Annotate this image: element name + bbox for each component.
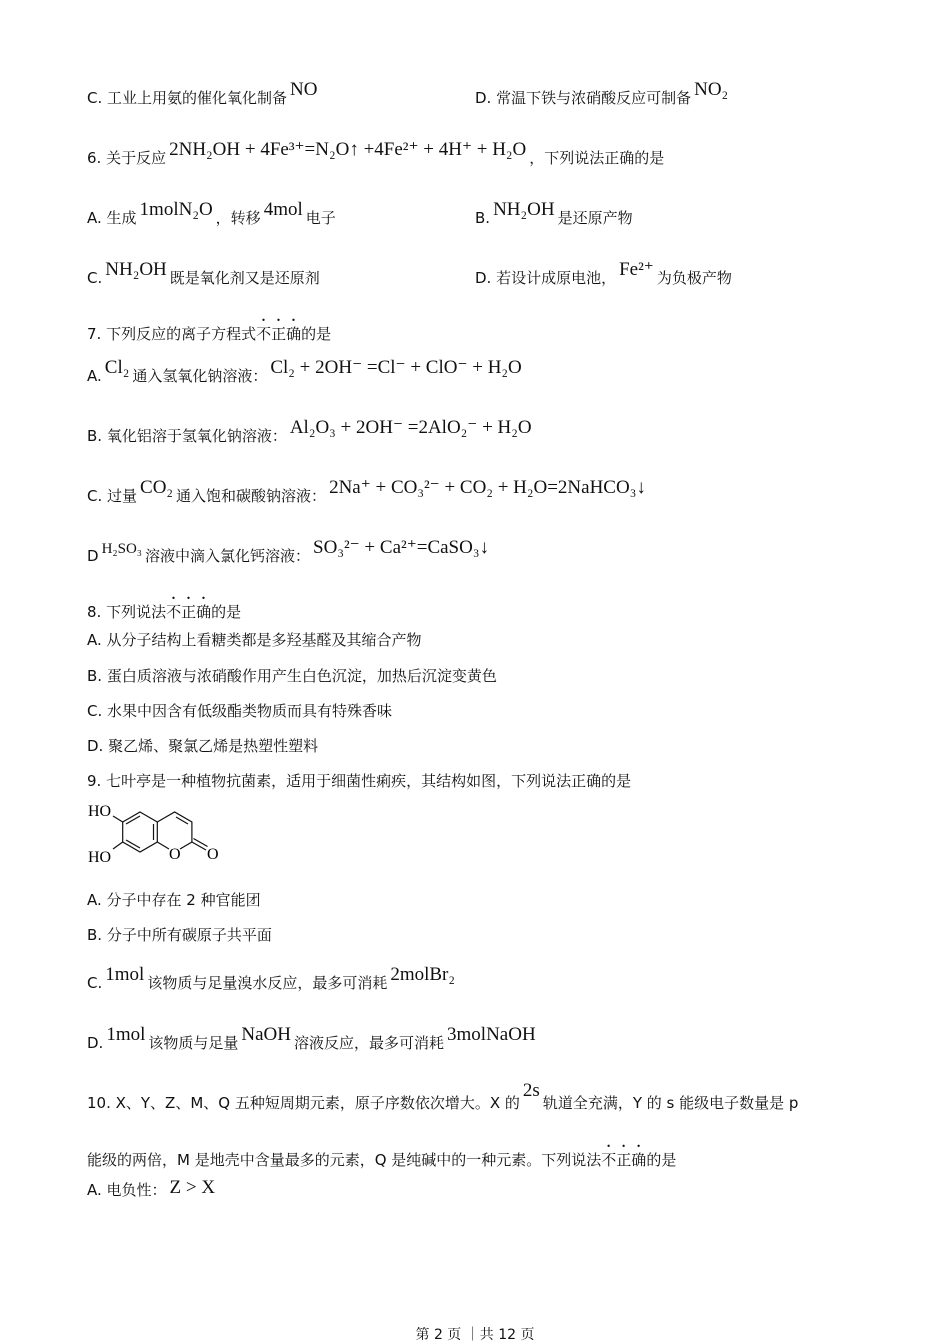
text: 7. 下列反应的离子方程式 [87,325,257,343]
formula: 3molNaOH [447,1024,536,1045]
text: A. [87,367,102,385]
text: 电子 [305,209,336,227]
text: 通入氢氧化钠溶液： [132,367,268,385]
q10-stem-line1 [87,1080,799,1113]
equation: Al₂O₃ + 2OH⁻ =2AlO₂⁻ + H₂O [289,417,532,438]
option-text: D. 常温下铁与浓硝酸反应可制备 [475,89,692,107]
formula: 1mol [105,964,145,985]
q6-option-c [87,259,320,288]
equation: 2Na⁺ + CO₃²⁻ + CO₂ + H₂O=2NaHCO₃↓ [329,477,646,498]
text: 的是 [646,1151,677,1169]
formula: NH₂OH [105,259,167,280]
ring-oxygen-label: O [169,846,181,863]
q8-option: C. 水果中因含有低级酯类物质而具有特殊香味 [87,702,393,720]
text: D. [87,1034,104,1052]
text: 通入饱和碳酸钠溶液： [176,487,327,505]
q8-option: A. 从分子结构上看糖类都是多羟基醛及其缩合产物 [87,631,422,649]
esculetin-structure [84,798,234,870]
q10-option-a [87,1177,218,1200]
text: 的是 [211,603,242,621]
q6-stem [87,139,665,168]
formula: NO₂ [694,79,729,100]
text: 为负极产物 [656,269,732,287]
formula: NH₂OH [493,199,555,220]
formula: CO₂ [140,477,174,498]
formula: 4mol [263,199,303,220]
text: ，转移 [215,209,261,227]
formula: H₂SO₃ [101,541,143,557]
text: C. 过量 [87,487,138,505]
q9-option-b: B. 分子中所有碳原子共平面 [87,926,272,944]
stem-text: 6. 关于反应 [87,149,167,167]
q8-option: D. 聚乙烯、聚氯乙烯是热塑性塑料 [87,737,319,755]
hydroxyl-label: HO [88,803,112,820]
formula: 1molN₂O [139,199,213,220]
formula: NO [290,79,318,100]
emphasis-text: 不正确 [601,1151,647,1169]
formula: Fe²⁺ [619,259,654,280]
formula: Cl₂ [104,357,130,378]
text: 溶液中滴入氯化钙溶液： [145,547,311,565]
text: C. [87,974,103,992]
q9-stem: 9. 七叶亭是一种植物抗菌素，适用于细菌性痢疾，其结构如图，下列说法正确的是 [87,772,632,790]
carbonyl-oxygen-label: O [207,846,219,863]
formula: Z > X [169,1177,216,1198]
page-footer: 第 2 页 ｜共 12 页 [415,1327,535,1343]
text: 是还原产物 [557,209,633,227]
equation: SO₃²⁻ + Ca²⁺=CaSO₃↓ [313,537,489,558]
text: 既是氧化剂又是还原剂 [169,269,320,287]
equation: Cl₂ + 2OH⁻ =Cl⁻ + ClO⁻ + H₂O [270,357,522,378]
q7-stem [87,316,331,344]
text: 溶液反应，最多可消耗 [294,1034,445,1052]
text: 该物质与足量溴水反应，最多可消耗 [147,974,388,992]
stem-text: ，下列说法正确的是 [529,149,665,167]
q7-option-b [87,417,535,446]
text: B. 氧化铝溶于氢氧化钠溶液： [87,427,287,445]
emphasis-text: 不正确 [256,325,302,343]
q5-option-d [475,79,731,108]
q6-option-b [475,199,633,228]
q10-stem-line2 [87,1142,676,1170]
text: C. [87,269,103,287]
text: 该物质与足量 [148,1034,239,1052]
option-text: C. 工业上用氨的催化氧化制备 [87,89,288,107]
q9-option-a: A. 分子中存在 2 种官能团 [87,891,261,909]
q7-option-c [87,477,649,506]
formula: NaOH [241,1024,292,1045]
text: 8. 下列说法 [87,603,167,621]
q8-stem [87,594,241,622]
text: A. 电负性： [87,1181,167,1199]
formula: 2s [522,1080,540,1101]
text: 轨道全充满，Y 的 s 能级电子数量是 p [542,1094,799,1112]
q6-option-a [87,199,336,228]
q6-option-d [475,259,732,288]
text: 能级的两倍，M 是地壳中含量最多的元素，Q 是纯碱中的一种元素。下列说法 [87,1151,602,1169]
q9-option-d [87,1024,539,1053]
q7-option-d [87,537,492,567]
q8-option: B. 蛋白质溶液与浓硝酸作用产生白色沉淀，加热后沉淀变黄色 [87,667,497,685]
hydroxyl-label: HO [88,849,112,866]
text: 的是 [301,325,332,343]
text: B. [475,209,491,227]
text: D. 若设计成原电池， [475,269,617,287]
text: 10. X、Y、Z、M、Q 五种短周期元素，原子序数依次增大。X 的 [87,1094,520,1112]
q9-option-c [87,964,458,993]
q7-option-a [87,357,525,386]
emphasis-text: 不正确 [166,603,212,621]
formula: 1mol [106,1024,146,1045]
equation: 2NH₂OH + 4Fe³⁺=N₂O↑ +4Fe²⁺ + 4H⁺ + H₂O [169,139,527,160]
formula: 2molBr₂ [390,964,456,985]
text: D [87,547,99,565]
q5-option-c [87,79,320,108]
text: A. 生成 [87,209,137,227]
